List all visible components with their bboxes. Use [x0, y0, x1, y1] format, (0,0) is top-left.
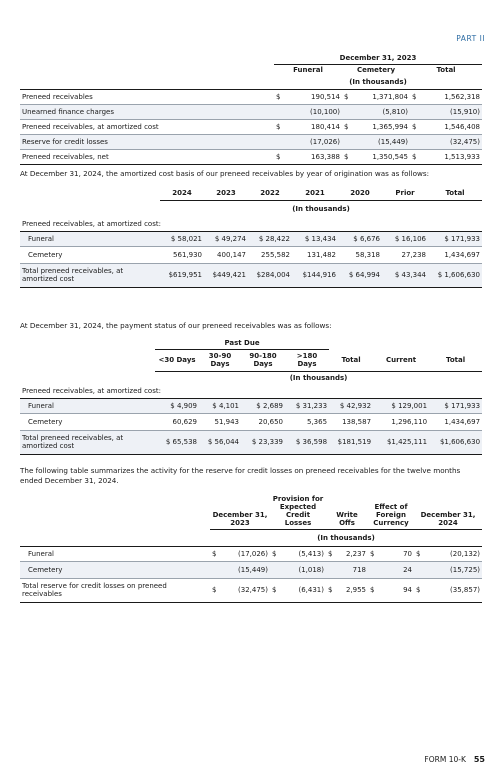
- col-gt180: >180 Days: [285, 349, 329, 371]
- col-funeral: Funeral: [293, 66, 323, 75]
- col-fx-effect: Effect of Foreign Currency: [368, 493, 414, 529]
- past-due-header: Past Due: [155, 337, 329, 349]
- units-label: (In thousands): [289, 374, 348, 383]
- period-header: December 31, 2023: [274, 52, 482, 64]
- col-past-due-total: Total: [329, 349, 373, 371]
- col-dec-2024: December 31, 2024: [414, 493, 482, 529]
- reserve-activity-paragraph: The following table summarizes the activity for the reserve for credit losses on preneed receivables for the twelve months ended December 31, 2024.: [20, 466, 461, 485]
- col-current: Current: [373, 349, 429, 371]
- units-label: (In thousands): [292, 204, 350, 213]
- form-label: FORM 10-K: [424, 755, 466, 764]
- col-2024: 2024: [160, 186, 204, 200]
- table-row: Funeral $ 58,021 $ 49,274 $ 28,422 $ 13,434 $ 6,676 $ 16,106 $ 171,933: [20, 231, 482, 246]
- col-2022: 2022: [248, 186, 292, 200]
- table-row: Funeral $ 4,909 $ 4,101 $ 2,689 $ 31,233 $ 42,932 $ 129,001 $ 171,933: [20, 398, 482, 413]
- col-prior: Prior: [382, 186, 428, 200]
- table-row: Funeral $ (17,026) $ (5,413) $ 2,237 $ 70 $ (20,132): [20, 546, 482, 561]
- table-row: Preneed receivables, net $ 163,388 $ 1,350,545 $ 1,513,933: [20, 149, 482, 164]
- col-total: Total: [429, 349, 482, 371]
- payment-status-table: [20, 337, 482, 455]
- table-row: Cemetery 60,629 51,943 20,650 5,365 138,587 1,296,110 1,434,697: [20, 413, 482, 430]
- origination-year-table: [20, 186, 482, 288]
- col-90-180: 90-180 Days: [241, 349, 285, 371]
- credit-loss-reserve-table: [20, 493, 482, 603]
- table-row: Cemetery 561,930 400,147 255,582 131,482 58,318 27,238 1,434,697: [20, 246, 482, 263]
- col-total: Total: [436, 66, 456, 75]
- col-2021: 2021: [292, 186, 338, 200]
- payment-status-paragraph: At December 31, 2024, the payment status of our preneed receivables was as follows:: [20, 321, 332, 330]
- page-number: 55: [473, 755, 485, 764]
- units-label: (In thousands): [317, 533, 375, 542]
- col-lt30: <30 Days: [155, 349, 199, 371]
- origination-paragraph: At December 31, 2024, the amortized cost basis of our preneed receivables by year of origination was as follows:: [20, 169, 430, 178]
- col-total: Total: [428, 186, 482, 200]
- col-dec-2023: December 31, 2023: [210, 493, 270, 529]
- table-row: Preneed receivables $ 190,514 $ 1,371,804 $ 1,562,318: [20, 89, 482, 104]
- table-row: Reserve for credit losses (17,026) (15,449) (32,475): [20, 134, 482, 149]
- section-label: Preneed receivables, at amortized cost:: [22, 219, 161, 228]
- preneed-receivables-table: [20, 52, 482, 165]
- table-row: Unearned finance charges (10,100) (5,810) (15,910): [20, 104, 482, 119]
- page-footer: [424, 755, 485, 764]
- col-write-offs: Write Offs: [326, 493, 368, 529]
- table-row: Cemetery (15,449) (1,018) 718 24 (15,725): [20, 561, 482, 578]
- col-provision: Provision for Expected Credit Losses: [270, 493, 326, 529]
- col-2020: 2020: [338, 186, 382, 200]
- table-row: Total preneed receivables, at amortized cost $619,951 $449,421 $284,004 $144,916 $ 64,994 $ 43,344 $ 1,606,630: [20, 263, 482, 287]
- table-row: Total preneed receivables, at amortized cost $ 65,538 $ 56,044 $ 23,339 $ 36,598 $181,519 $1,425,111 $1,606,630: [20, 430, 482, 454]
- col-cemetery: Cemetery: [356, 66, 396, 75]
- col-30-90: 30-90 Days: [199, 349, 241, 371]
- units-label: (In thousands): [349, 78, 407, 87]
- table-row: Total reserve for credit losses on preneed receivables $ (32,475) $ (6,431) $ 2,955 $ 94 $ (35,857): [20, 578, 482, 602]
- part-label: PART II: [456, 34, 485, 43]
- table-row: Preneed receivables, at amortized cost $ 180,414 $ 1,365,994 $ 1,546,408: [20, 119, 482, 134]
- col-2023: 2023: [204, 186, 248, 200]
- section-label: Preneed receivables, at amortized cost:: [22, 387, 161, 396]
